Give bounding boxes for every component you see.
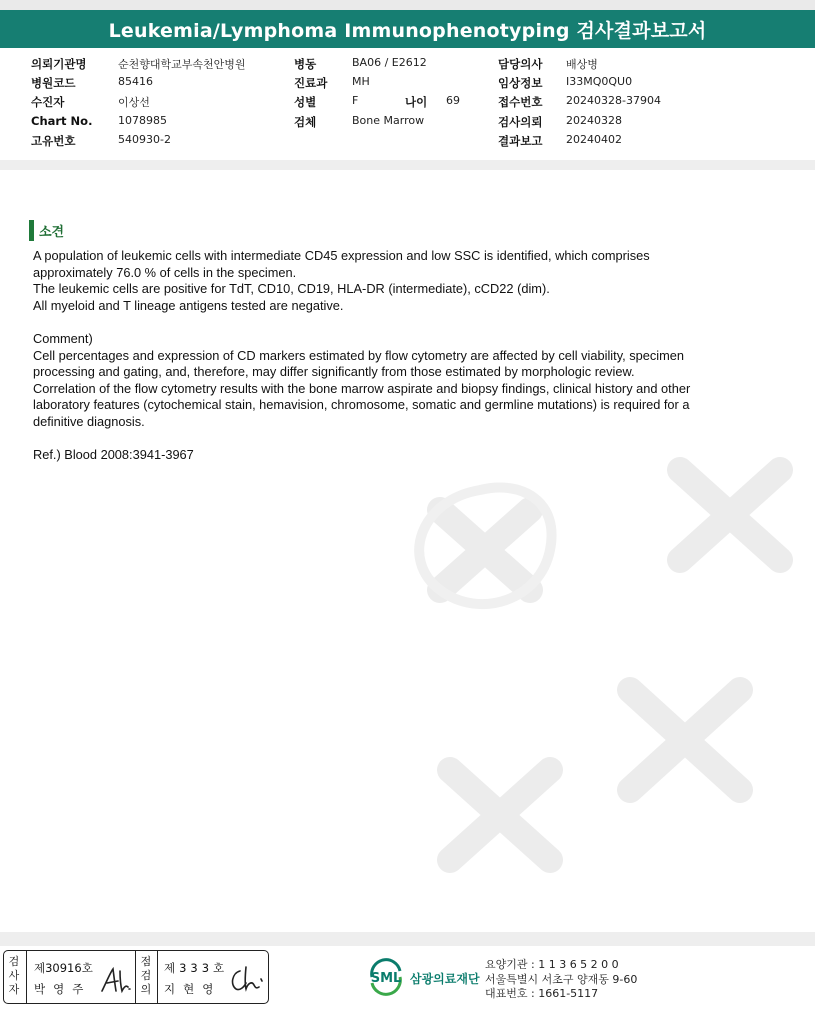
- unique-id-label: 고유번호: [31, 134, 76, 148]
- signature-box: [3, 950, 269, 1004]
- phone: 대표번호 : 1661-5117: [485, 987, 599, 1000]
- examiner-license: 제30916호: [34, 961, 93, 975]
- chart-label: Chart No.: [31, 114, 93, 128]
- watermark-cross-pattern: [380, 440, 815, 940]
- separator-band: [0, 160, 815, 170]
- divider: [26, 951, 27, 1003]
- sml-logo-icon: [366, 957, 406, 997]
- hospital-code-label: 병원코드: [31, 76, 76, 90]
- comment-line: Cell percentages and expression of CD markers estimated by flow cytometry are affected by cell viability, specimen: [33, 347, 685, 363]
- info-row-5: [0, 133, 815, 152]
- findings-heading-text: 소견: [39, 225, 65, 240]
- reviewer-signature-icon: [226, 963, 266, 997]
- request-date-label: 검사의뢰: [498, 115, 543, 129]
- comment-line: definitive diagnosis.: [33, 413, 145, 429]
- finding-line: All myeloid and T lineage antigens tested are negative.: [33, 297, 344, 313]
- patient-label: 수진자: [31, 95, 65, 109]
- unique-id-value: 540930-2: [118, 133, 171, 146]
- info-row-4: [0, 114, 815, 133]
- sex-value: F: [352, 94, 359, 107]
- comment-line: laboratory features (cytochemical stain, hemavision, chromosome, somatic and germline mutations) is required for a: [33, 397, 690, 413]
- sex-label: 성별: [294, 95, 317, 109]
- reviewer-license: 제333호: [164, 961, 229, 975]
- info-row-3: [0, 94, 815, 113]
- top-band: [0, 0, 815, 10]
- report-date-label: 결과보고: [498, 134, 543, 148]
- clinical-info-label: 임상정보: [498, 76, 543, 90]
- department-value: MH: [352, 75, 370, 88]
- receipt-label: 접수번호: [498, 95, 543, 109]
- divider: [157, 951, 158, 1003]
- reviewer-label-text: 점검의: [140, 955, 152, 996]
- institution-value: 순천향대학교부속천안병원: [118, 58, 246, 71]
- report-date-value: 20240402: [566, 133, 622, 146]
- physician-label: 담당의사: [498, 57, 543, 71]
- organization-name: 삼광의료재단: [410, 972, 480, 986]
- ward-value: BA06 / E2612: [352, 56, 427, 69]
- reference-line: Ref.) Blood 2008:3941-3967: [33, 447, 194, 463]
- hospital-code-value: 85416: [118, 75, 153, 88]
- footer-address-block: [485, 958, 637, 1002]
- footer-band: [0, 932, 815, 946]
- finding-line: The leukemic cells are positive for TdT, CD10, CD19, HLA-DR (intermediate), cCD22 (dim).: [33, 281, 550, 297]
- institution-label: 의뢰기관명: [31, 57, 87, 71]
- finding-line: approximately 76.0 % of cells in the specimen.: [33, 264, 297, 280]
- receipt-value: 20240328-37904: [566, 94, 661, 107]
- section-accent-bar: [29, 220, 34, 241]
- physician-value: 배상병: [566, 58, 598, 71]
- request-date-value: 20240328: [566, 114, 622, 127]
- finding-line: A population of leukemic cells with intermediate CD45 expression and low SSC is identified, which comprises: [33, 248, 650, 263]
- patient-info-block: [0, 56, 815, 156]
- specimen-value: Bone Marrow: [352, 114, 425, 127]
- ward-label: 병동: [294, 57, 317, 71]
- sml-logo-text: SML: [370, 971, 402, 986]
- comment-line: processing and gating, and, therefore, may differ significantly from those estimated by morphologic review.: [33, 364, 635, 380]
- info-row-2: [0, 75, 815, 94]
- divider: [135, 951, 136, 1003]
- address: 서울특별시 서초구 양재동 9-60: [485, 972, 638, 986]
- department-label: 진료과: [294, 76, 328, 90]
- findings-body: [33, 248, 773, 464]
- reviewer-name: 지현영: [164, 982, 222, 996]
- info-row-1: [0, 56, 815, 75]
- report-title: Leukemia/Lymphoma Immunophenotyping 검사결과보고서: [0, 10, 815, 48]
- chart-value: 1078985: [118, 114, 167, 127]
- examiner-label-text: 검사자: [8, 955, 20, 996]
- paragraph-gap: [33, 314, 773, 331]
- examiner-label: [6, 955, 22, 997]
- age-label: 나이: [405, 95, 428, 109]
- findings-heading: [29, 220, 64, 241]
- examiner-signature-icon: [98, 965, 134, 997]
- comment-line: Correlation of the flow cytometry results with the bone marrow aspirate and biopsy findings, clinical history and other: [33, 380, 691, 396]
- examiner-name: 박영주: [34, 982, 92, 996]
- reviewer-label: [138, 955, 154, 997]
- clinical-info-value: I33MQ0QU0: [566, 75, 633, 88]
- specimen-label: 검체: [294, 115, 317, 129]
- paragraph-gap: [33, 431, 773, 448]
- age-value: 69: [446, 94, 460, 107]
- patient-value: 이상선: [118, 96, 150, 109]
- comment-line: Comment): [33, 330, 93, 346]
- institution-code: 요양기관 : 1 1 3 6 5 2 0 0: [485, 958, 619, 971]
